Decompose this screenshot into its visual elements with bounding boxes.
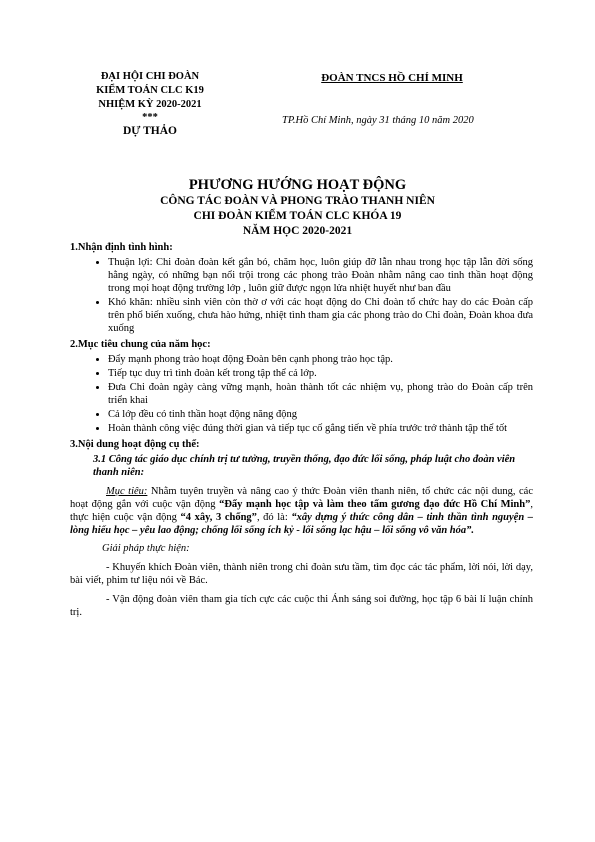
list-item: • Khó khăn: nhiều sinh viên còn thờ ơ với các hoạt động do Chi đoàn tổ chức hay do các Đoàn cấp trên phổ biến xuống, chưa hào hứng, nhiệt tình tham gia các phong trào do Chi đoàn, Đoàn khoa đưa xuống (108, 296, 533, 335)
document-subtitle-1: CÔNG TÁC ĐOÀN VÀ PHONG TRÀO THANH NIÊN (160, 195, 435, 207)
solution-item: - Khuyến khích Đoàn viên, thành niên trong chi đoàn sưu tầm, tìm đọc các tác phẩm, lời nói, lời dạy, bài viết, phim tư liệu nói về Bác. (70, 562, 533, 586)
section-1-heading: 1.Nhận định tình hình: (70, 242, 173, 253)
section-2-list (70, 353, 533, 435)
list-item: • Cả lớp đều có tinh thần hoạt động năng động (108, 408, 533, 421)
document-subtitle-3: NĂM HỌC 2020-2021 (242, 225, 353, 237)
section-3-heading: 3.Nội dung hoạt động cụ thể: (70, 439, 200, 450)
objective-paragraph (70, 485, 533, 537)
solution-label: Giải pháp thực hiện: (102, 543, 190, 554)
header-right-title: ĐOÀN TNCS HỒ CHÍ MINH (321, 72, 463, 84)
header-left-block (70, 70, 230, 139)
header-org-line3: NHIỆM KỲ 2020-2021 (98, 99, 202, 110)
list-item: • Đẩy mạnh phong trào hoạt động Đoàn bên cạnh phong trào học tập. (108, 353, 533, 366)
list-item: • Hoàn thành công việc đúng thời gian và tiếp tục cố gắng tiến về phía trước trở thành tập thể tốt (108, 422, 533, 435)
objective-text-1: Nhằm tuyên truyền và nâng cao ý thức Đoàn viên thanh niên, tổ chức các nội dung, các hoạt động gắn với cuộc vận động (70, 486, 533, 510)
objective-campaign-1: “Đẩy mạnh học tập và làm theo tấm gương đạo đức Hồ Chí Minh” (219, 499, 531, 510)
section-3-1-heading: 3.1 Công tác giáo dục chính trị tư tưởng, truyền thống, đạo đức lối sống, pháp luật cho đoàn viên thanh niên: (93, 454, 516, 478)
objective-text-2: , thực hiện cuộc vận động (70, 499, 533, 523)
objective-text-3: , đó là: (256, 512, 292, 523)
list-item: • Thuận lợi: Chi đoàn đoàn kết gắn bó, chăm học, luôn giúp đỡ lẫn nhau trong học tập lẫn đời sống hằng ngày, có những bạn nổi trội trong các phong trào Đoàn nhằm nâng cao tinh thần hoạt động trong mọi hoạt động trường lớp , luôn giữ được ngọn lửa nhiệt huyết như ban đầu (108, 256, 533, 295)
header-draft-label: DỰ THẢO (123, 125, 177, 137)
document-title-block (60, 176, 535, 239)
section-2-heading: 2.Mục tiêu chung của năm học: (70, 339, 211, 350)
list-item: • Đưa Chi đoàn ngày càng vững mạnh, hoàn thành tốt các nhiệm vụ, phong trào do Đoàn cấp trên triển khai (108, 381, 533, 407)
header-org-line2: KIỂM TOÁN CLC K19 (96, 85, 204, 96)
list-item: • Tiếp tục duy trì tình đoàn kết trong tập thể cả lớp. (108, 367, 533, 380)
document-body (70, 240, 533, 625)
solution-item: - Vận động đoàn viên tham gia tích cực các cuộc thi Ánh sáng soi đường, học tập 6 bài lí luận chính trị. (70, 594, 533, 618)
document-subtitle-2: CHI ĐOÀN KIỂM TOÁN CLC KHÓA 19 (193, 210, 402, 222)
objective-label: Mục tiêu: (106, 486, 148, 497)
section-1-list (70, 256, 533, 335)
document-title: PHƯƠNG HƯỚNG HOẠT ĐỘNG (188, 177, 407, 193)
header-date: TP.Hồ Chí Minh, ngày 31 tháng 10 năm 2020 (282, 115, 474, 126)
objective-slogan: “xây dựng ý thức công dân – tinh thần tình nguyện – lòng hiếu học – yêu lao động; chống lối sống ích kỷ - lối sống lạc hậu – lối sống vô văn hóa”. (70, 512, 534, 536)
objective-campaign-2: “4 xây, 3 chống” (180, 512, 257, 523)
header-org-line1: ĐẠI HỘI CHI ĐOÀN (100, 71, 200, 82)
header-stars: *** (142, 112, 158, 123)
